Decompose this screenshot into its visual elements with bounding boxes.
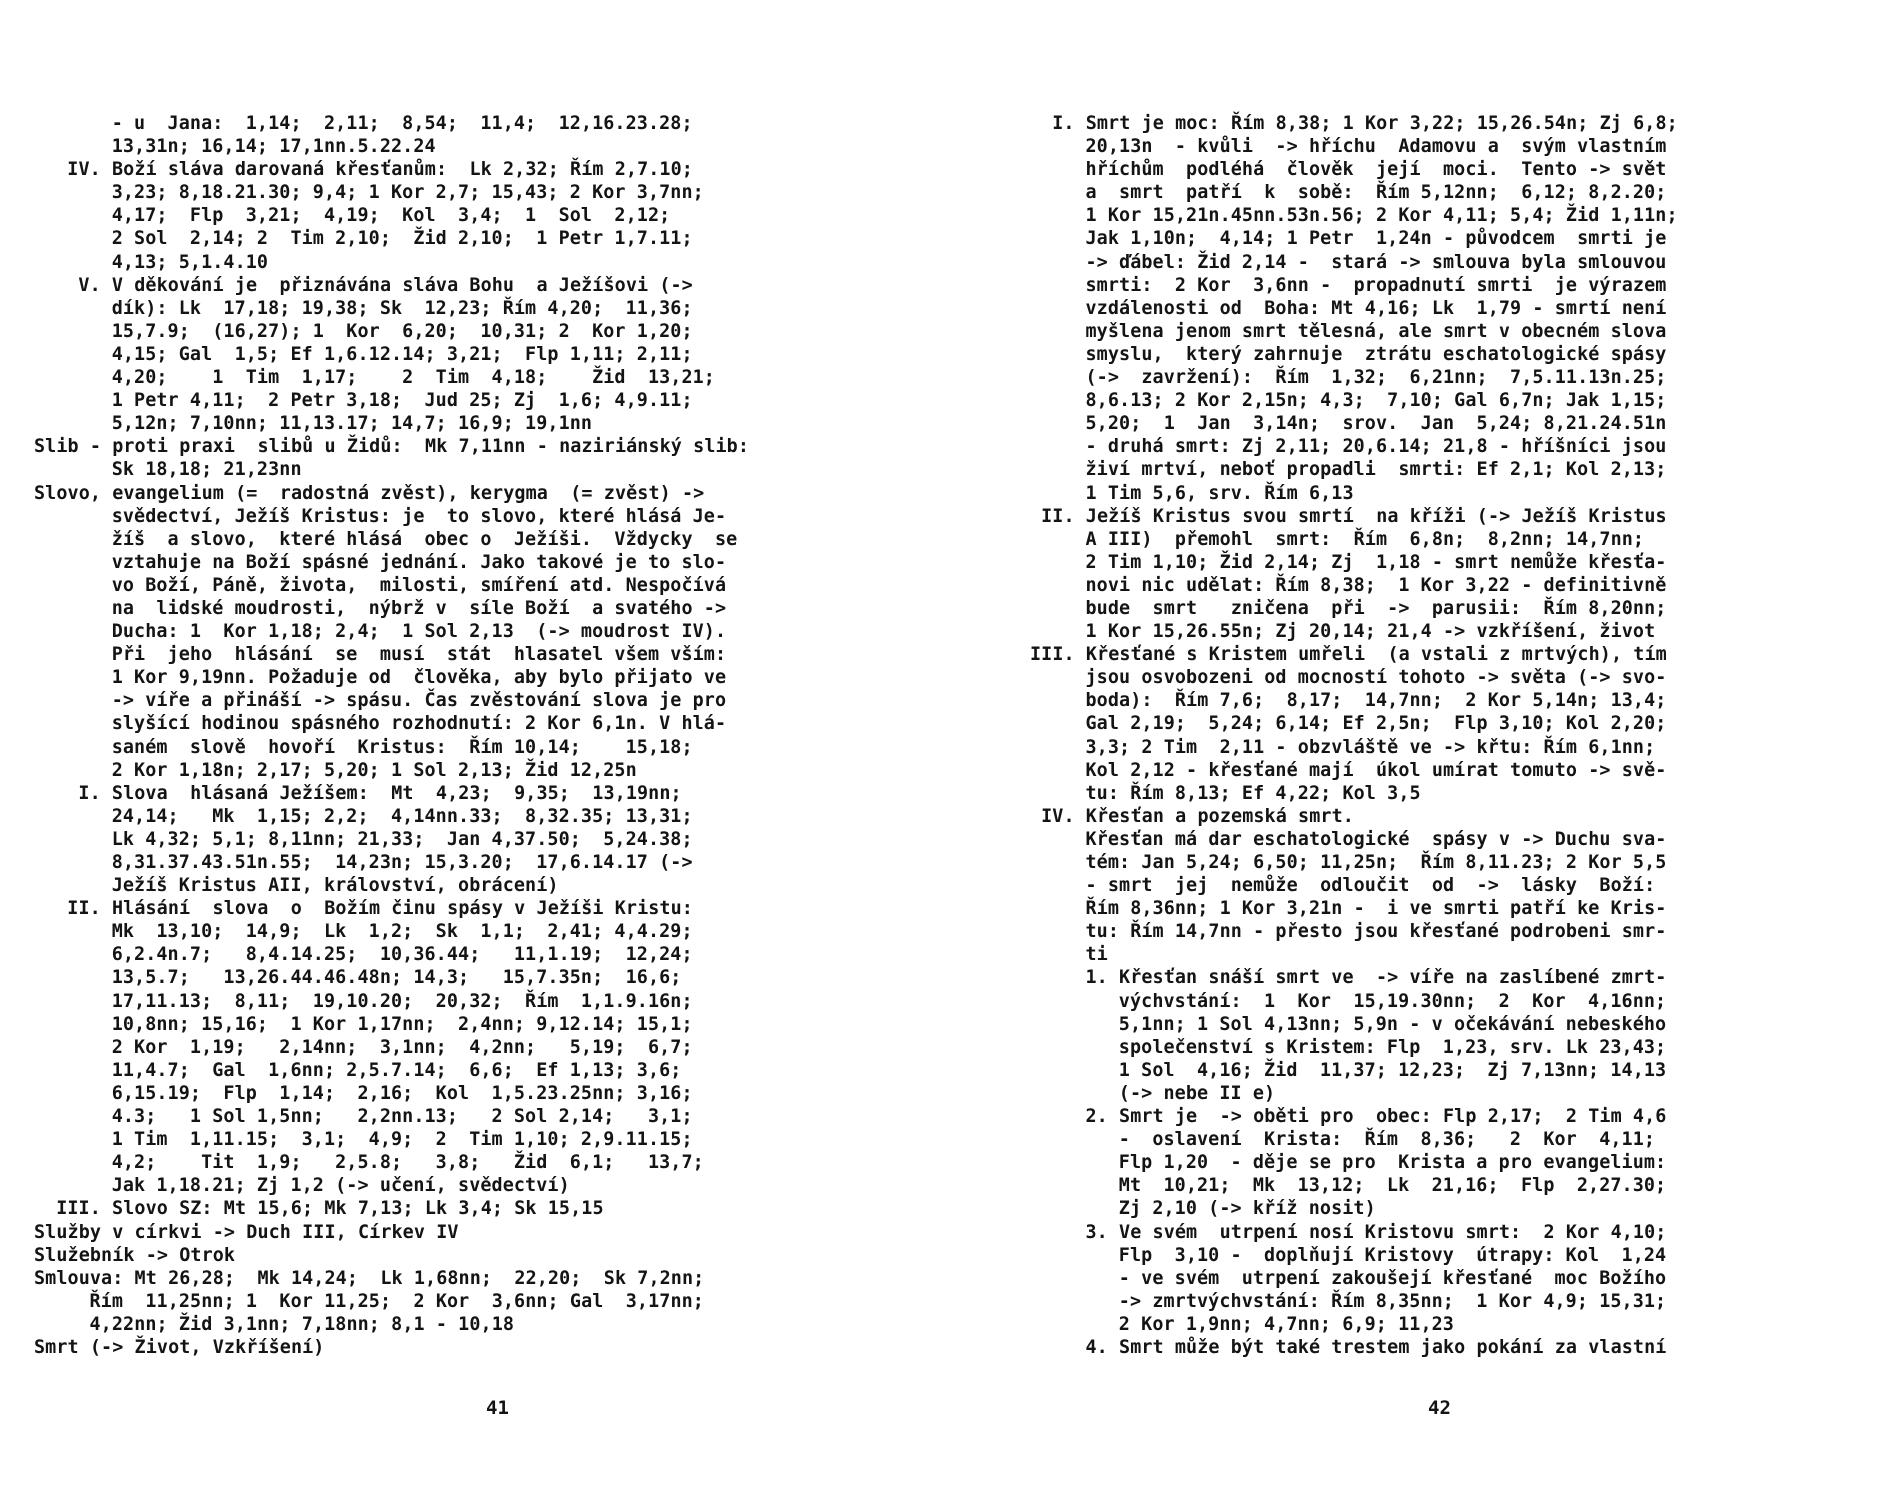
text-line: saném slově hovoří Kristus: Řím 10,14; 15,18; xyxy=(111,736,693,758)
text-line: IV. Křesťan a pozemská smrt. xyxy=(1041,805,1354,827)
text-line: II. Ježíš Kristus svou smrtí na kříži (-> Ježíš Kristus xyxy=(1041,505,1667,527)
text-line: slyšící hodinou spásného rozhodnutí: 2 Kor 6,1n. V hlá- xyxy=(111,713,727,735)
text-line: 24,14; Mk 1,15; 2,2; 4,14nn.33; 8,32.35; 13,31; xyxy=(111,805,693,827)
text-line: Sk 18,18; 21,23nn xyxy=(111,459,302,481)
text-line: 4,2; Tit 1,9; 2,5.8; 3,8; Žid 6,1; 13,7; xyxy=(111,1152,704,1174)
text-line: 4,22nn; Žid 3,1nn; 7,18nn; 8,1 - 10,18 xyxy=(89,1313,515,1335)
page-number-41: 41 xyxy=(486,1397,509,1419)
text-line: vztahuje na Boží spásné jednání. Jako takové je to slo- xyxy=(111,551,727,573)
text-line: Jak 1,10n; 4,14; 1 Petr 1,24n - původcem smrti je xyxy=(1085,228,1667,250)
text-line: 2 Kor 1,19; 2,14nn; 3,1nn; 4,2nn; 5,19; 6,7; xyxy=(111,1036,693,1058)
text-line: 11,4.7; Gal 1,6nn; 2,5.7.14; 6,6; Ef 1,13; 3,6; xyxy=(111,1059,682,1081)
text-line: 8,31.37.43.51n.55; 14,23n; 15,3.20; 17,6.14.17 (-> xyxy=(111,852,693,873)
text-line: Služby v církvi -> Duch III, Církev IV xyxy=(34,1221,459,1243)
text-line: Řím 8,36nn; 1 Kor 3,21n - i ve smrti patří ke Kris- xyxy=(1085,898,1667,920)
text-line: II. Hlásání slova o Božím činu spásy v Ježíši Kristu: xyxy=(67,898,693,920)
text-line: 2 Sol 2,14; 2 Tim 2,10; Žid 2,10; 1 Petr 1,7.11; xyxy=(111,228,693,250)
text-line: Kol 2,12 - křesťané mají úkol umírat tomuto -> svě- xyxy=(1085,759,1667,781)
text-line: 4.3; 1 Sol 1,5nn; 2,2nn.13; 2 Sol 2,14; 3,1; xyxy=(111,1106,693,1128)
text-line: - ve svém utrpení zakoušejí křesťané moc Božího xyxy=(1118,1267,1667,1289)
text-line: 4,17; Flp 3,21; 4,19; Kol 3,4; 1 Sol 2,12; xyxy=(111,205,671,227)
text-line: 2. Smrt je -> oběti pro obec: Flp 2,17; 2 Tim 4,6 xyxy=(1085,1106,1667,1128)
text-line: 6,15.19; Flp 1,14; 2,16; Kol 1,5.23.25nn; 3,16; xyxy=(111,1082,693,1104)
page-42-text xyxy=(1030,112,1870,1359)
text-line: 13,5.7; 13,26.44.46.48n; 14,3; 15,7.35n; 16,6; xyxy=(111,967,682,989)
text-line: dík): Lk 17,18; 19,38; Sk 12,23; Řím 4,20; 11,36; xyxy=(111,297,693,319)
text-line: výchvstání: 1 Kor 15,19.30nn; 2 Kor 4,16nn; xyxy=(1118,990,1667,1012)
text-line: 13,31n; 16,14; 17,1nn.5.22.24 xyxy=(111,136,436,158)
text-line: V. V děkování je přiznávána sláva Bohu a Ježíšovi (-> xyxy=(78,274,693,296)
text-line: Mk 13,10; 14,9; Lk 1,2; Sk 1,1; 2,41; 4,4.29; xyxy=(111,921,693,943)
text-line: 5,20; 1 Jan 3,14n; srov. Jan 5,24; 8,21.24.51n xyxy=(1085,413,1667,435)
text-line: ti xyxy=(1085,944,1108,966)
text-line: 15,7.9; (16,27); 1 Kor 6,20; 10,31; 2 Kor 1,20; xyxy=(111,320,693,342)
text-line: 5,12n; 7,10nn; 11,13.17; 14,7; 16,9; 19,1nn xyxy=(111,413,593,435)
text-line: 4,20; 1 Tim 1,17; 2 Tim 4,18; Žid 13,21; xyxy=(111,367,715,389)
text-line: Flp 3,10 - doplňují Kristovy útrapy: Kol 1,24 xyxy=(1118,1244,1667,1266)
text-line: 1 Kor 15,26.55n; Zj 20,14; 21,4 -> vzkříšení, život xyxy=(1085,621,1656,643)
text-line: Jak 1,18.21; Zj 1,2 (-> učení, svědectví) xyxy=(111,1175,570,1197)
text-line: 1 Tim 5,6, srv. Řím 6,13 xyxy=(1085,482,1354,504)
text-line: 4. Smrt může být také trestem jako pokání za vlastní xyxy=(1085,1336,1667,1358)
text-line: bude smrt zničena při -> parusii: Řím 8,20nn; xyxy=(1085,597,1667,619)
text-line: tu: Řím 8,13; Ef 4,22; Kol 3,5 xyxy=(1085,782,1421,804)
text-line: -> ďábel: Žid 2,14 - stará -> smlouva byla smlouvou xyxy=(1085,251,1667,273)
text-line: I. Slova hlásaná Ježíšem: Mt 4,23; 9,35; 13,19nn; xyxy=(78,782,682,804)
text-line: 4,13; 5,1.4.10 xyxy=(111,251,269,273)
text-line: -> zmrtvýchvstání: Řím 8,35nn; 1 Kor 4,9; 15,31; xyxy=(1118,1290,1667,1312)
text-line: hříchům podléhá člověk její moci. Tento -> svět xyxy=(1085,159,1667,181)
text-line: myšlena jenom smrt tělesná, ale smrt v obecném slova xyxy=(1085,320,1667,342)
text-line: Ducha: 1 Kor 1,18; 2,4; 1 Sol 2,13 (-> moudrost IV). xyxy=(111,621,727,643)
text-line: - u Jana: 1,14; 2,11; 8,54; 11,4; 12,16.23.28; xyxy=(111,113,693,134)
text-line: 1 Petr 4,11; 2 Petr 3,18; Jud 25; Zj 1,6; 4,9.11; xyxy=(111,390,693,412)
text-line: 3. Ve svém utrpení nosí Kristovu smrt: 2 Kor 4,10; xyxy=(1085,1221,1667,1243)
text-line: a smrt patří k sobě: Řím 5,12nn; 6,12; 8,2.20; xyxy=(1085,182,1667,204)
text-line: 10,8nn; 15,16; 1 Kor 1,17nn; 2,4nn; 9,12.14; 15,1; xyxy=(111,1013,693,1035)
text-line: Řím 11,25nn; 1 Kor 11,25; 2 Kor 3,6nn; Gal 3,17nn; xyxy=(89,1290,704,1312)
text-line: 2 Kor 1,9nn; 4,7nn; 6,9; 11,23 xyxy=(1118,1313,1454,1335)
page-number-42: 42 xyxy=(1428,1397,1451,1419)
text-line: 6,2.4n.7; 8,4.14.25; 10,36.44; 11,1.19; 12,24; xyxy=(111,944,693,966)
text-line: na lidské moudrosti, nýbrž v síle Boží a svatého -> xyxy=(111,597,727,619)
text-line: 3,3; 2 Tim 2,11 - obzvláště ve -> křtu: Řím 6,1nn; xyxy=(1085,736,1656,758)
text-line: 1 Sol 4,16; Žid 11,37; 12,23; Zj 7,13nn; 14,13 xyxy=(1118,1059,1667,1081)
text-line: Smrt (-> Život, Vzkříšení) xyxy=(34,1336,325,1358)
text-line: svědectví, Ježíš Kristus: je to slovo, které hlásá Je- xyxy=(111,505,727,527)
text-line: Lk 4,32; 5,1; 8,11nn; 21,33; Jan 4,37.50; 5,24.38; xyxy=(111,828,693,850)
text-line: 5,1nn; 1 Sol 4,13nn; 5,9n - v očekávání nebeského xyxy=(1118,1013,1667,1035)
text-line: živí mrtví, neboť propadli smrti: Ef 2,1; Kol 2,13; xyxy=(1085,459,1667,481)
text-line: jsou osvobozeni od mocností tohoto -> světa (-> svo- xyxy=(1085,667,1667,689)
text-line: 2 Tim 1,10; Žid 2,14; Zj 1,18 - smrt nemůže křesťa- xyxy=(1085,551,1667,573)
text-line: III. Křesťané s Kristem umřeli (a vstali z mrtvých), tím xyxy=(1030,644,1667,666)
text-line: (-> nebe II e) xyxy=(1118,1082,1276,1104)
text-line: novi nic udělat: Řím 8,38; 1 Kor 3,22 - definitivně xyxy=(1085,574,1667,596)
text-line: 8,6.13; 2 Kor 2,15n; 4,3; 7,10; Gal 6,7n; Jak 1,15; xyxy=(1085,390,1667,412)
text-line: společenství s Kristem: Flp 1,23, srv. Lk 23,43; xyxy=(1118,1036,1667,1058)
text-line: Slovo, evangelium (= radostná zvěst), kerygma (= zvěst) -> xyxy=(34,482,705,504)
text-line: - smrt jej nemůže odloučit od -> lásky Boží: xyxy=(1085,875,1656,897)
text-line: 1 Kor 15,21n.45nn.53n.56; 2 Kor 4,11; 5,4; Žid 1,11n; xyxy=(1085,205,1678,227)
text-line: Smlouva: Mt 26,28; Mk 14,24; Lk 1,68nn; 22,20; Sk 7,2nn; xyxy=(34,1267,705,1289)
text-line: III. Slovo SZ: Mt 15,6; Mk 7,13; Lk 3,4; Sk 15,15 xyxy=(56,1198,604,1220)
text-line: tém: Jan 5,24; 6,50; 11,25n; Řím 8,11.23; 2 Kor 5,5 xyxy=(1085,852,1667,873)
text-line: Gal 2,19; 5,24; 6,14; Ef 2,5n; Flp 3,10; Kol 2,20; xyxy=(1085,713,1667,735)
text-line: 17,11.13; 8,11; 19,10.20; 20,32; Řím 1,1.9.16n; xyxy=(111,990,693,1012)
text-line: Ježíš Kristus AII, království, obrácení) xyxy=(111,875,559,897)
text-line: Flp 1,20 - děje se pro Krista a pro evangelium: xyxy=(1118,1152,1667,1174)
text-line: 2 Kor 1,18n; 2,17; 5,20; 1 Sol 2,13; Žid 12,25n xyxy=(111,759,637,781)
text-line: tu: Řím 14,7nn - přesto jsou křesťané podrobeni smr- xyxy=(1085,921,1667,943)
text-line: (-> zavržení): Řím 1,32; 6,21nn; 7,5.11.13n.25; xyxy=(1085,367,1667,389)
text-line: Křesťan má dar eschatologické spásy v -> Duchu sva- xyxy=(1085,828,1667,850)
text-line: IV. Boží sláva darovaná křesťanům: Lk 2,32; Řím 2,7.10; xyxy=(67,159,693,181)
text-line: boda): Řím 7,6; 8,17; 14,7nn; 2 Kor 5,14n; 13,4; xyxy=(1085,690,1667,712)
text-line: vzdálenosti od Boha: Mt 4,16; Lk 1,79 - smrtí není xyxy=(1085,297,1667,319)
text-line: - oslavení Krista: Řím 8,36; 2 Kor 4,11; xyxy=(1118,1129,1656,1151)
page-41-text xyxy=(34,112,934,1359)
text-line: 3,23; 8,18.21.30; 9,4; 1 Kor 2,7; 15,43; 2 Kor 3,7nn; xyxy=(111,182,704,204)
text-line: 1 Kor 9,19nn. Požaduje od člověka, aby bylo přijato ve xyxy=(111,667,727,689)
text-line: smyslu, který zahrnuje ztrátu eschatologické spásy xyxy=(1085,343,1667,365)
text-line: vo Boží, Páně, života, milosti, smíření atd. Nespočívá xyxy=(111,574,727,596)
text-line: 20,13n - kvůli -> hříchu Adamovu a svým vlastním xyxy=(1085,136,1667,158)
text-line: A III) přemohl smrt: Řím 6,8n; 8,2nn; 14,7nn; xyxy=(1085,528,1645,550)
text-line: - druhá smrt: Zj 2,11; 20,6.14; 21,8 - hříšníci jsou xyxy=(1085,436,1667,458)
text-line: Při jeho hlásání se musí stát hlasatel všem vším: xyxy=(111,644,727,666)
text-line: Služebník -> Otrok xyxy=(34,1244,236,1266)
text-line: 1. Křesťan snáší smrt ve -> víře na zaslíbené zmrt- xyxy=(1085,967,1667,989)
text-line: žíš a slovo, které hlásá obec o Ježíši. Vždycky se xyxy=(111,528,738,550)
text-line: Slib - proti praxi slibů u Židů: Mk 7,11nn - naziriánský slib: xyxy=(34,436,750,458)
text-line: 4,15; Gal 1,5; Ef 1,6.12.14; 3,21; Flp 1,11; 2,11; xyxy=(111,343,693,365)
text-line: -> víře a přináší -> spásu. Čas zvěstování slova je pro xyxy=(111,690,727,712)
text-line: Mt 10,21; Mk 13,12; Lk 21,16; Flp 2,27.30; xyxy=(1118,1175,1667,1197)
text-line: Zj 2,10 (-> kříž nosit) xyxy=(1118,1198,1376,1220)
text-line: 1 Tim 1,11.15; 3,1; 4,9; 2 Tim 1,10; 2,9.11.15; xyxy=(111,1129,693,1151)
text-line: smrti: 2 Kor 3,6nn - propadnutí smrti je výrazem xyxy=(1085,274,1667,296)
text-line: I. Smrt je moc: Řím 8,38; 1 Kor 3,22; 15,26.54n; Zj 6,8; xyxy=(1052,113,1678,134)
